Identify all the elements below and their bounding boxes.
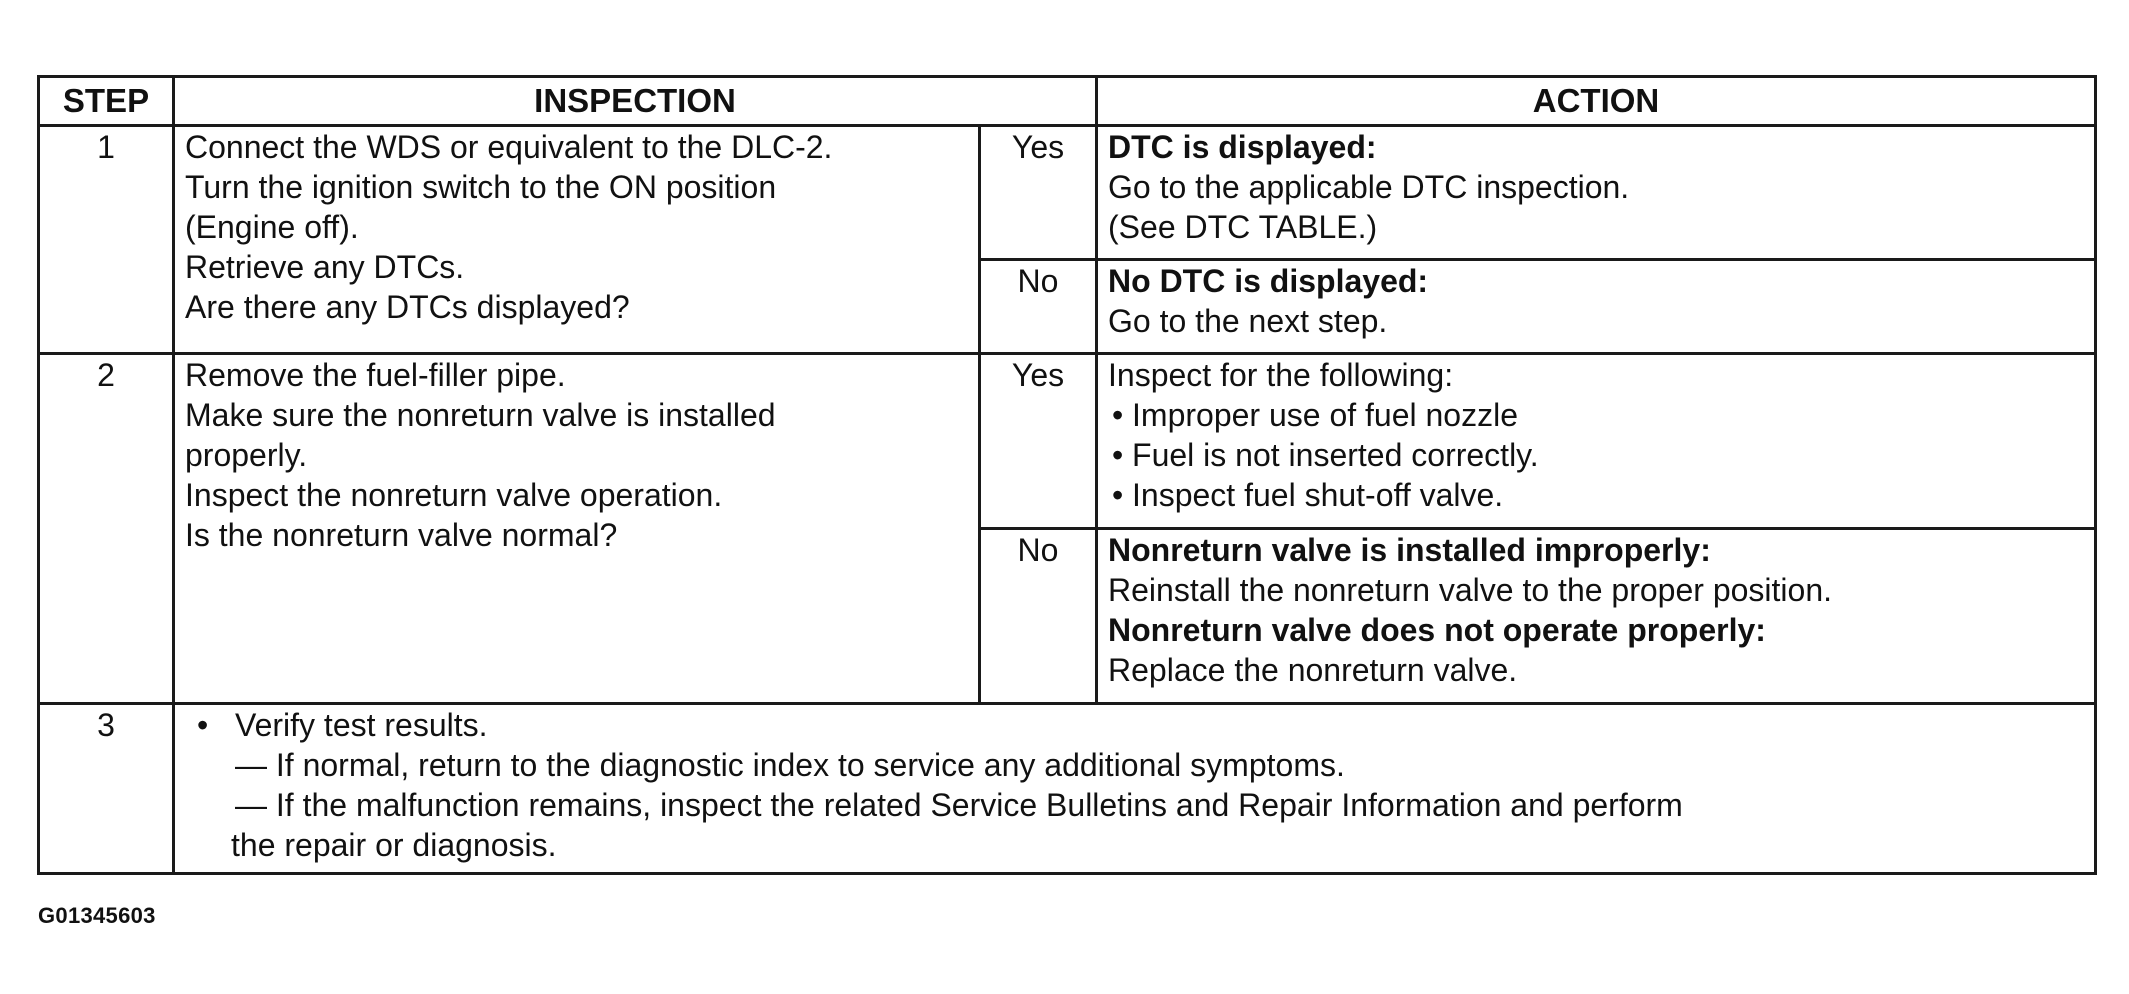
inspection-line: Remove the fuel-filler pipe. [185, 357, 566, 393]
diagnostic-procedure-table [37, 75, 2097, 875]
step-number: 2 [39, 354, 174, 704]
inspection-checklist [1108, 395, 2084, 515]
bullet-icon: • [1112, 477, 1124, 513]
inspection-cell [174, 126, 980, 354]
inspection-line: Make sure the nonreturn valve is installed [185, 397, 776, 433]
step-number: 3 [39, 704, 174, 874]
answer-no: No [980, 260, 1097, 354]
diagnostic-procedure-table-container [37, 75, 2094, 875]
verification-cell [174, 704, 2096, 874]
action-line: Reinstall the nonreturn valve to the proper position. [1108, 572, 1832, 608]
inspection-line: properly. [185, 437, 308, 473]
inspection-line: Connect the WDS or equivalent to the DLC-2. [185, 129, 833, 165]
bullet-icon: • [197, 707, 209, 743]
action-cell-no [1097, 529, 2096, 704]
checklist-item-text: Improper use of fuel nozzle [1132, 397, 1518, 433]
bullet-icon: • [1112, 397, 1124, 433]
action-heading: Nonreturn valve is installed improperly: [1108, 532, 1711, 568]
header-inspection: INSPECTION [174, 77, 1097, 126]
action-intro: Inspect for the following: [1108, 357, 1454, 393]
action-cell-yes [1097, 354, 2096, 529]
verify-text: Verify test results. [235, 707, 488, 743]
action-cell-no [1097, 260, 2096, 354]
action-line: Replace the nonreturn valve. [1108, 652, 1518, 688]
checklist-item [1108, 395, 2084, 435]
inspection-line: Are there any DTCs displayed? [185, 289, 630, 325]
inspection-line: Turn the ignition switch to the ON position [185, 169, 777, 205]
table-row-step-2-yes [39, 354, 2096, 529]
checklist-item-text: Fuel is not inserted correctly. [1132, 437, 1539, 473]
checklist-item [1108, 475, 2084, 515]
step-number: 1 [39, 126, 174, 354]
figure-id: G01345603 [38, 903, 156, 928]
action-heading: DTC is displayed: [1108, 129, 1377, 165]
answer-yes: Yes [980, 354, 1097, 529]
action-heading: Nonreturn valve does not operate properly: [1108, 612, 1766, 648]
checklist-item [1108, 435, 2084, 475]
answer-no: No [980, 529, 1097, 704]
inspection-line: Is the nonreturn valve normal? [185, 517, 618, 553]
inspection-line: (Engine off). [185, 209, 359, 245]
inspection-cell [174, 354, 980, 704]
header-step: STEP [39, 77, 174, 126]
answer-yes: Yes [980, 126, 1097, 260]
table-row-step-3 [39, 704, 2096, 874]
action-line: (See DTC TABLE.) [1108, 209, 1378, 245]
action-heading: No DTC is displayed: [1108, 263, 1429, 299]
verify-bullet [185, 705, 2084, 745]
table-header-row [39, 77, 2096, 126]
action-cell-yes [1097, 126, 2096, 260]
action-line: Go to the next step. [1108, 303, 1388, 339]
table-row-step-1-yes [39, 126, 2096, 260]
verify-sub-line: — If the malfunction remains, inspect the related Service Bulletins and Repair Information and perform [235, 787, 1683, 823]
inspection-line: Retrieve any DTCs. [185, 249, 465, 285]
checklist-item-text: Inspect fuel shut-off valve. [1132, 477, 1504, 513]
header-action: ACTION [1097, 77, 2096, 126]
bullet-icon: • [1112, 437, 1124, 473]
verify-sub-line-continued: the repair or diagnosis. [231, 827, 557, 863]
inspection-line: Inspect the nonreturn valve operation. [185, 477, 723, 513]
action-line: Go to the applicable DTC inspection. [1108, 169, 1630, 205]
verify-sub-line: — If normal, return to the diagnostic index to service any additional symptoms. [235, 747, 1345, 783]
